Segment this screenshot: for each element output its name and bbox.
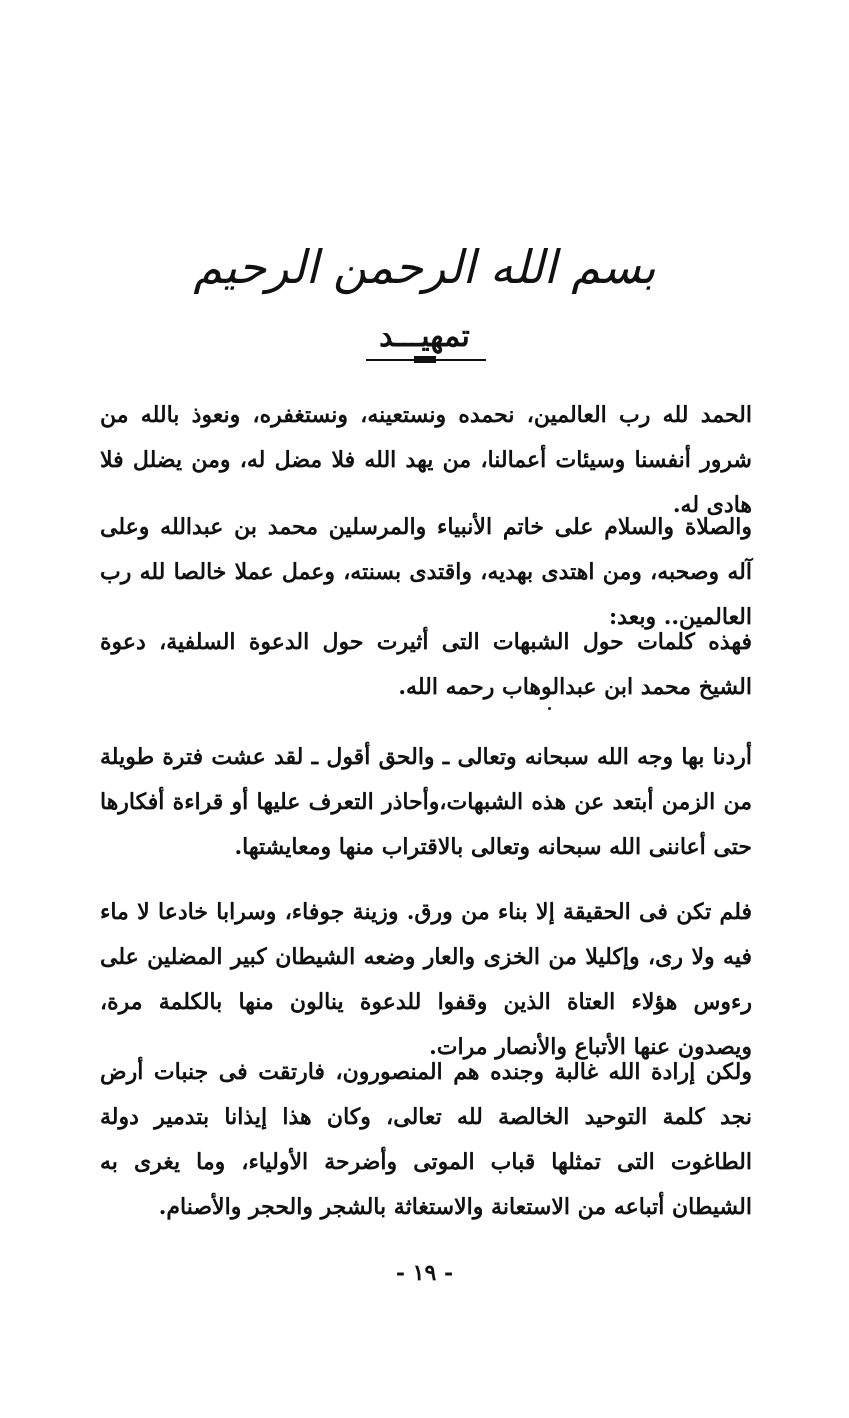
paragraph: أردنا بها وجه الله سبحانه وتعالى ـ والحق أقول ـ لقد عشت فترة طويلة من الزمن أبتعد عن هذه الشبهات،وأحاذر التعرف عليها أو قراءة أفكارها حتى أعاننى الله سبحانه وتعالى بالاقتراب منها ومعايشتها.	[100, 744, 752, 860]
paragraph: فلم تكن فى الحقيقة إلا بناء من ورق. وزينة جوفاء، وسرابا خادعا لا ماء فيه ولا رى، وإكليلا من الخزى والعار وضعه الشيطان كبير المضلين على رءوس هؤلاء العتاة الذين وقفوا للدعوة ينالون منها بالكلمة مرة، ويصدون عنها الأتباع والأنصار مرات.	[100, 899, 752, 1060]
scan-speck	[548, 707, 551, 710]
basmala-calligraphy: بسم الله الرحمن الرحيم	[193, 240, 656, 294]
paragraph: الحمد لله رب العالمين، نحمده ونستعينه، ونستغفره، ونعوذ بالله من شرور أنفسنا وسيئات أعمالنا، من يهد الله فلا مضل له، ومن يضلل فلا هادى له.	[100, 402, 752, 518]
title-underline-ornament	[414, 356, 436, 363]
page-number: - ١٩ -	[395, 1260, 454, 1286]
paragraph: ولكن إرادة الله غالبة وجنده هم المنصورون، فارتقت فى جنبات أرض نجد كلمة التوحيد الخالصة لله تعالى، وكان هذا إيذانا بتدمير دولة الطاغوت التى تمثلها قباب الموتى وأضرحة الأولياء، وما يغرى به الشيطان أتباعه من الاستعانة والاستغاثة بالشجر والحجر والأصنام.	[100, 1059, 752, 1220]
paragraph: فهذه كلمات حول الشبهات التى أثيرت حول الدعوة السلفية، دعوة الشيخ محمد ابن عبدالوهاب رحمه الله.	[100, 629, 752, 700]
section-title: تمهيـــد	[379, 319, 470, 354]
paragraph: والصلاة والسلام على خاتم الأنبياء والمرسلين محمد بن عبدالله وعلى آله وصحبه، ومن اهتدى بهديه، واقتدى بسنته، وعمل عملا خالصا لله رب العالمين.. وبعد:	[100, 514, 752, 630]
